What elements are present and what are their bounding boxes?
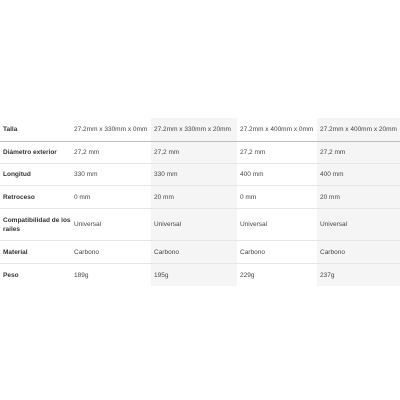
table-cell: 189g: [74, 271, 89, 279]
table-cell: 27,2 mm: [237, 142, 317, 164]
table-row-material: [0, 241, 400, 264]
table-cell: Carbono: [71, 241, 151, 264]
header-row: [0, 118, 400, 142]
row-label: Compatibilidad de los railes: [0, 209, 71, 241]
table-cell: Carbono: [237, 241, 317, 264]
size-option-4: 27.2mm x 400mm x 20mm: [317, 118, 400, 142]
table-cell: 27,2 mm: [317, 142, 400, 164]
table-cell: 237g: [317, 264, 400, 287]
table-cell: 20 mm: [317, 186, 400, 209]
row-label: Peso: [3, 271, 19, 279]
table-cell: 330 mm: [151, 164, 237, 186]
table-cell: 229g: [240, 271, 255, 279]
row-label: Material: [0, 241, 71, 264]
table-cell: 20 mm: [151, 186, 237, 209]
spec-table-body: [0, 142, 400, 287]
table-cell: Carbono: [317, 241, 400, 264]
row-label: Retroceso: [0, 186, 71, 209]
spec-table-header: [0, 118, 400, 142]
table-cell: 27,2 mm: [71, 142, 151, 164]
table-cell: 0 mm: [71, 186, 151, 209]
table-row-diameter: [0, 142, 400, 164]
size-option-1: 27.2mm x 330mm x 0mm: [71, 118, 151, 142]
size-label: Talla: [0, 118, 71, 142]
table-cell: 0 mm: [237, 186, 317, 209]
table-cell: Universal: [237, 209, 317, 241]
table-cell: Universal: [317, 209, 400, 241]
row-label: Longitud: [0, 164, 71, 186]
row-label: Diámetro exterior: [0, 142, 71, 164]
table-cell: 330 mm: [71, 164, 151, 186]
size-option-3: 27.2mm x 400mm x 0mm: [237, 118, 317, 142]
table-row-rail-compatibility: [0, 209, 400, 241]
table-row-length: [0, 164, 400, 186]
table-cell: Carbono: [151, 241, 237, 264]
table-cell: Universal: [71, 209, 151, 241]
table-cell: 27,2 mm: [151, 142, 237, 164]
table-cell: Universal: [151, 209, 237, 241]
table-cell: 400 mm: [237, 164, 317, 186]
spec-table: [0, 118, 400, 286]
size-option-2: 27.2mm x 330mm x 20mm: [151, 118, 237, 142]
table-cell: 400 mm: [317, 164, 400, 186]
table-row-setback: [0, 186, 400, 209]
table-cell: 195g: [151, 264, 237, 287]
table-row-weight: [0, 264, 400, 287]
